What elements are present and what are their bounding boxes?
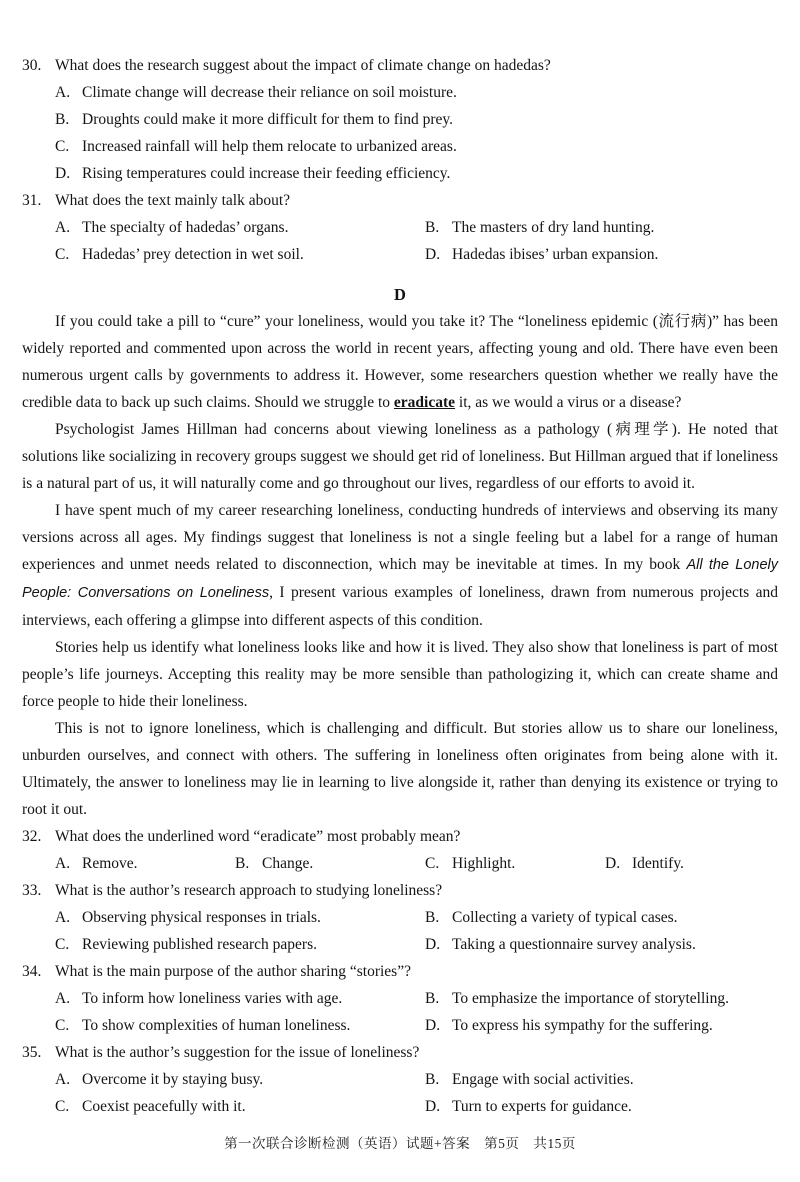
question-block-30 xyxy=(22,52,778,187)
option-text: Reviewing published research papers. xyxy=(82,936,318,953)
option-row xyxy=(55,1012,425,1039)
option-text: To express his sympathy for the suffering. xyxy=(452,1017,713,1034)
option-label: A. xyxy=(55,219,71,236)
options-list xyxy=(55,214,778,268)
option-row xyxy=(425,850,605,877)
option-text: To emphasize the importance of storytelling. xyxy=(452,990,729,1007)
passage-paragraph-3 xyxy=(22,497,778,634)
option-row xyxy=(425,931,778,958)
question-text: What does the underlined word “eradicate” most probably mean? xyxy=(55,828,461,845)
option-text: Change. xyxy=(262,855,314,872)
passage-paragraph-5 xyxy=(22,715,778,823)
option-text: Overcome it by staying busy. xyxy=(82,1071,264,1088)
option-label: D. xyxy=(425,936,441,953)
option-label: B. xyxy=(425,219,440,236)
paragraph-text: If you could take a pill to “cure” your loneliness, would you take it? The “loneliness epidemic (流行病)” has been widely reported and commented upon across the world in recent years, affecting young and old. There have even been numerous urgent calls by governments to address it. However, some researchers question whether we really have the credible data to back up such claims. Should we struggle to xyxy=(22,313,778,411)
paragraph-text: Stories help us identify what loneliness looks like and how it is lived. They also show that loneliness is part of most people’s life journeys. Accepting this reality may be more sensible than pathologizing it, which can create shame and force people to hide their loneliness. xyxy=(22,639,778,710)
reading-passage xyxy=(22,308,778,823)
option-label: B. xyxy=(425,990,440,1007)
paragraph-text: it, as we would a virus or a disease? xyxy=(455,394,682,411)
option-label: C. xyxy=(425,855,440,872)
option-text: To inform how loneliness varies with age. xyxy=(82,990,343,1007)
question-block-35 xyxy=(22,1039,778,1120)
option-row xyxy=(235,850,425,877)
option-label: A. xyxy=(55,855,71,872)
option-row xyxy=(55,904,425,931)
passage-paragraph-4 xyxy=(22,634,778,715)
option-row xyxy=(425,214,778,241)
option-text: Turn to experts for guidance. xyxy=(452,1098,632,1115)
option-row xyxy=(55,106,778,133)
option-row xyxy=(55,985,425,1012)
option-text: To show complexities of human loneliness. xyxy=(82,1017,351,1034)
option-text: Droughts could make it more difficult for them to find prey. xyxy=(82,111,454,128)
question-number: 30. xyxy=(22,57,42,74)
option-label: A. xyxy=(55,84,71,101)
option-row xyxy=(55,850,235,877)
option-text: Identify. xyxy=(632,855,684,872)
question-line xyxy=(22,187,778,214)
option-label: B. xyxy=(425,909,440,926)
paragraph-text: , I present various examples of loneliness, drawn from numerous projects and interviews, each offering a glimpse into different aspects of this condition. xyxy=(22,584,778,629)
paragraph-text: Psychologist James Hillman had concerns about viewing loneliness as a pathology (病理学). He noted that solutions like socializing in recovery groups suggest we should get rid of loneliness. But Hillman argued that if loneliness is a natural part of us, it will naturally come and go throughout our lives, regardless of our efforts to avoid it. xyxy=(22,421,778,492)
option-text: The masters of dry land hunting. xyxy=(452,219,655,236)
option-row xyxy=(425,1012,778,1039)
paragraph-text: I have spent much of my career researching loneliness, conducting hundreds of interviews and observing its many versions across all ages. My findings suggest that loneliness is not a single feeling but a label for a range of human experiences and unmet needs related to disconnection, which may be inevitable at times. In my book xyxy=(22,502,778,573)
option-label: D. xyxy=(425,246,441,263)
option-label: C. xyxy=(55,1017,70,1034)
option-label: D. xyxy=(425,1098,441,1115)
question-line xyxy=(22,1039,778,1066)
option-row xyxy=(605,850,778,877)
option-row xyxy=(55,1066,425,1093)
option-label: D. xyxy=(605,855,621,872)
paragraph-text: This is not to ignore loneliness, which is challenging and difficult. But stories allow us to share our loneliness, unburden ourselves, and connect with others. The suffering in loneliness often originates from being alone with it. Ultimately, the answer to loneliness may lie in learning to live alongside it, rather than denying its existence or trying to root it out. xyxy=(22,720,778,818)
question-line xyxy=(22,958,778,985)
option-text: Remove. xyxy=(82,855,138,872)
option-text: Hadedas’ prey detection in wet soil. xyxy=(82,246,304,263)
option-text: Collecting a variety of typical cases. xyxy=(452,909,678,926)
option-row xyxy=(425,241,778,268)
question-block-31 xyxy=(22,187,778,268)
options-list xyxy=(55,1066,778,1120)
option-label: A. xyxy=(55,990,71,1007)
question-line xyxy=(22,877,778,904)
option-label: C. xyxy=(55,1098,70,1115)
option-label: C. xyxy=(55,246,70,263)
option-label: B. xyxy=(55,111,70,128)
question-number: 32. xyxy=(22,828,42,845)
option-label: B. xyxy=(425,1071,440,1088)
option-row xyxy=(425,1093,778,1120)
passage-paragraph-1 xyxy=(22,308,778,416)
options-list xyxy=(55,79,778,187)
question-text: What does the text mainly talk about? xyxy=(55,192,291,209)
option-text: Highlight. xyxy=(452,855,516,872)
option-label: C. xyxy=(55,138,70,155)
question-number: 31. xyxy=(22,192,42,209)
option-label: C. xyxy=(55,936,70,953)
option-row xyxy=(425,904,778,931)
question-block-34 xyxy=(22,958,778,1039)
option-text: Increased rainfall will help them relocate to urbanized areas. xyxy=(82,138,457,155)
option-row xyxy=(55,79,778,106)
option-row xyxy=(55,160,778,187)
question-line xyxy=(22,52,778,79)
option-label: D. xyxy=(55,165,71,182)
option-label: A. xyxy=(55,909,71,926)
option-row xyxy=(55,133,778,160)
question-block-33 xyxy=(22,877,778,958)
question-number: 35. xyxy=(22,1044,42,1061)
underlined-word-eradicate: eradicate xyxy=(393,394,456,411)
options-list xyxy=(55,985,778,1039)
options-list xyxy=(55,904,778,958)
option-text: Observing physical responses in trials. xyxy=(82,909,321,926)
option-text: Taking a questionnaire survey analysis. xyxy=(452,936,696,953)
option-text: Hadedas ibises’ urban expansion. xyxy=(452,246,659,263)
option-label: B. xyxy=(235,855,250,872)
question-number: 34. xyxy=(22,963,42,980)
option-text: Engage with social activities. xyxy=(452,1071,634,1088)
question-line xyxy=(22,823,778,850)
question-text: What is the main purpose of the author sharing “stories”? xyxy=(55,963,411,980)
option-text: Climate change will decrease their reliance on soil moisture. xyxy=(82,84,457,101)
option-text: The specialty of hadedas’ organs. xyxy=(82,219,289,236)
option-text: Rising temperatures could increase their feeding efficiency. xyxy=(82,165,451,182)
passage-section-label: D xyxy=(394,285,406,304)
question-number: 33. xyxy=(22,882,42,899)
option-label: D. xyxy=(425,1017,441,1034)
option-label: A. xyxy=(55,1071,71,1088)
option-row xyxy=(425,1066,778,1093)
question-text: What does the research suggest about the impact of climate change on hadedas? xyxy=(55,57,551,74)
option-row xyxy=(55,931,425,958)
question-text: What is the author’s research approach to studying loneliness? xyxy=(55,882,443,899)
passage-paragraph-2 xyxy=(22,416,778,497)
option-row xyxy=(425,985,778,1012)
option-text: Coexist peacefully with it. xyxy=(82,1098,246,1115)
options-list xyxy=(55,850,778,877)
question-text: What is the author’s suggestion for the issue of loneliness? xyxy=(55,1044,420,1061)
page-footer: 第一次联合诊断检测（英语）试题+答案 第5页 共15页 xyxy=(224,1136,576,1151)
option-row xyxy=(55,241,425,268)
option-row xyxy=(55,1093,425,1120)
book-title: All the Lonely People: Conversations on Loneliness xyxy=(22,557,778,601)
question-block-32 xyxy=(22,823,778,877)
option-row xyxy=(55,214,425,241)
